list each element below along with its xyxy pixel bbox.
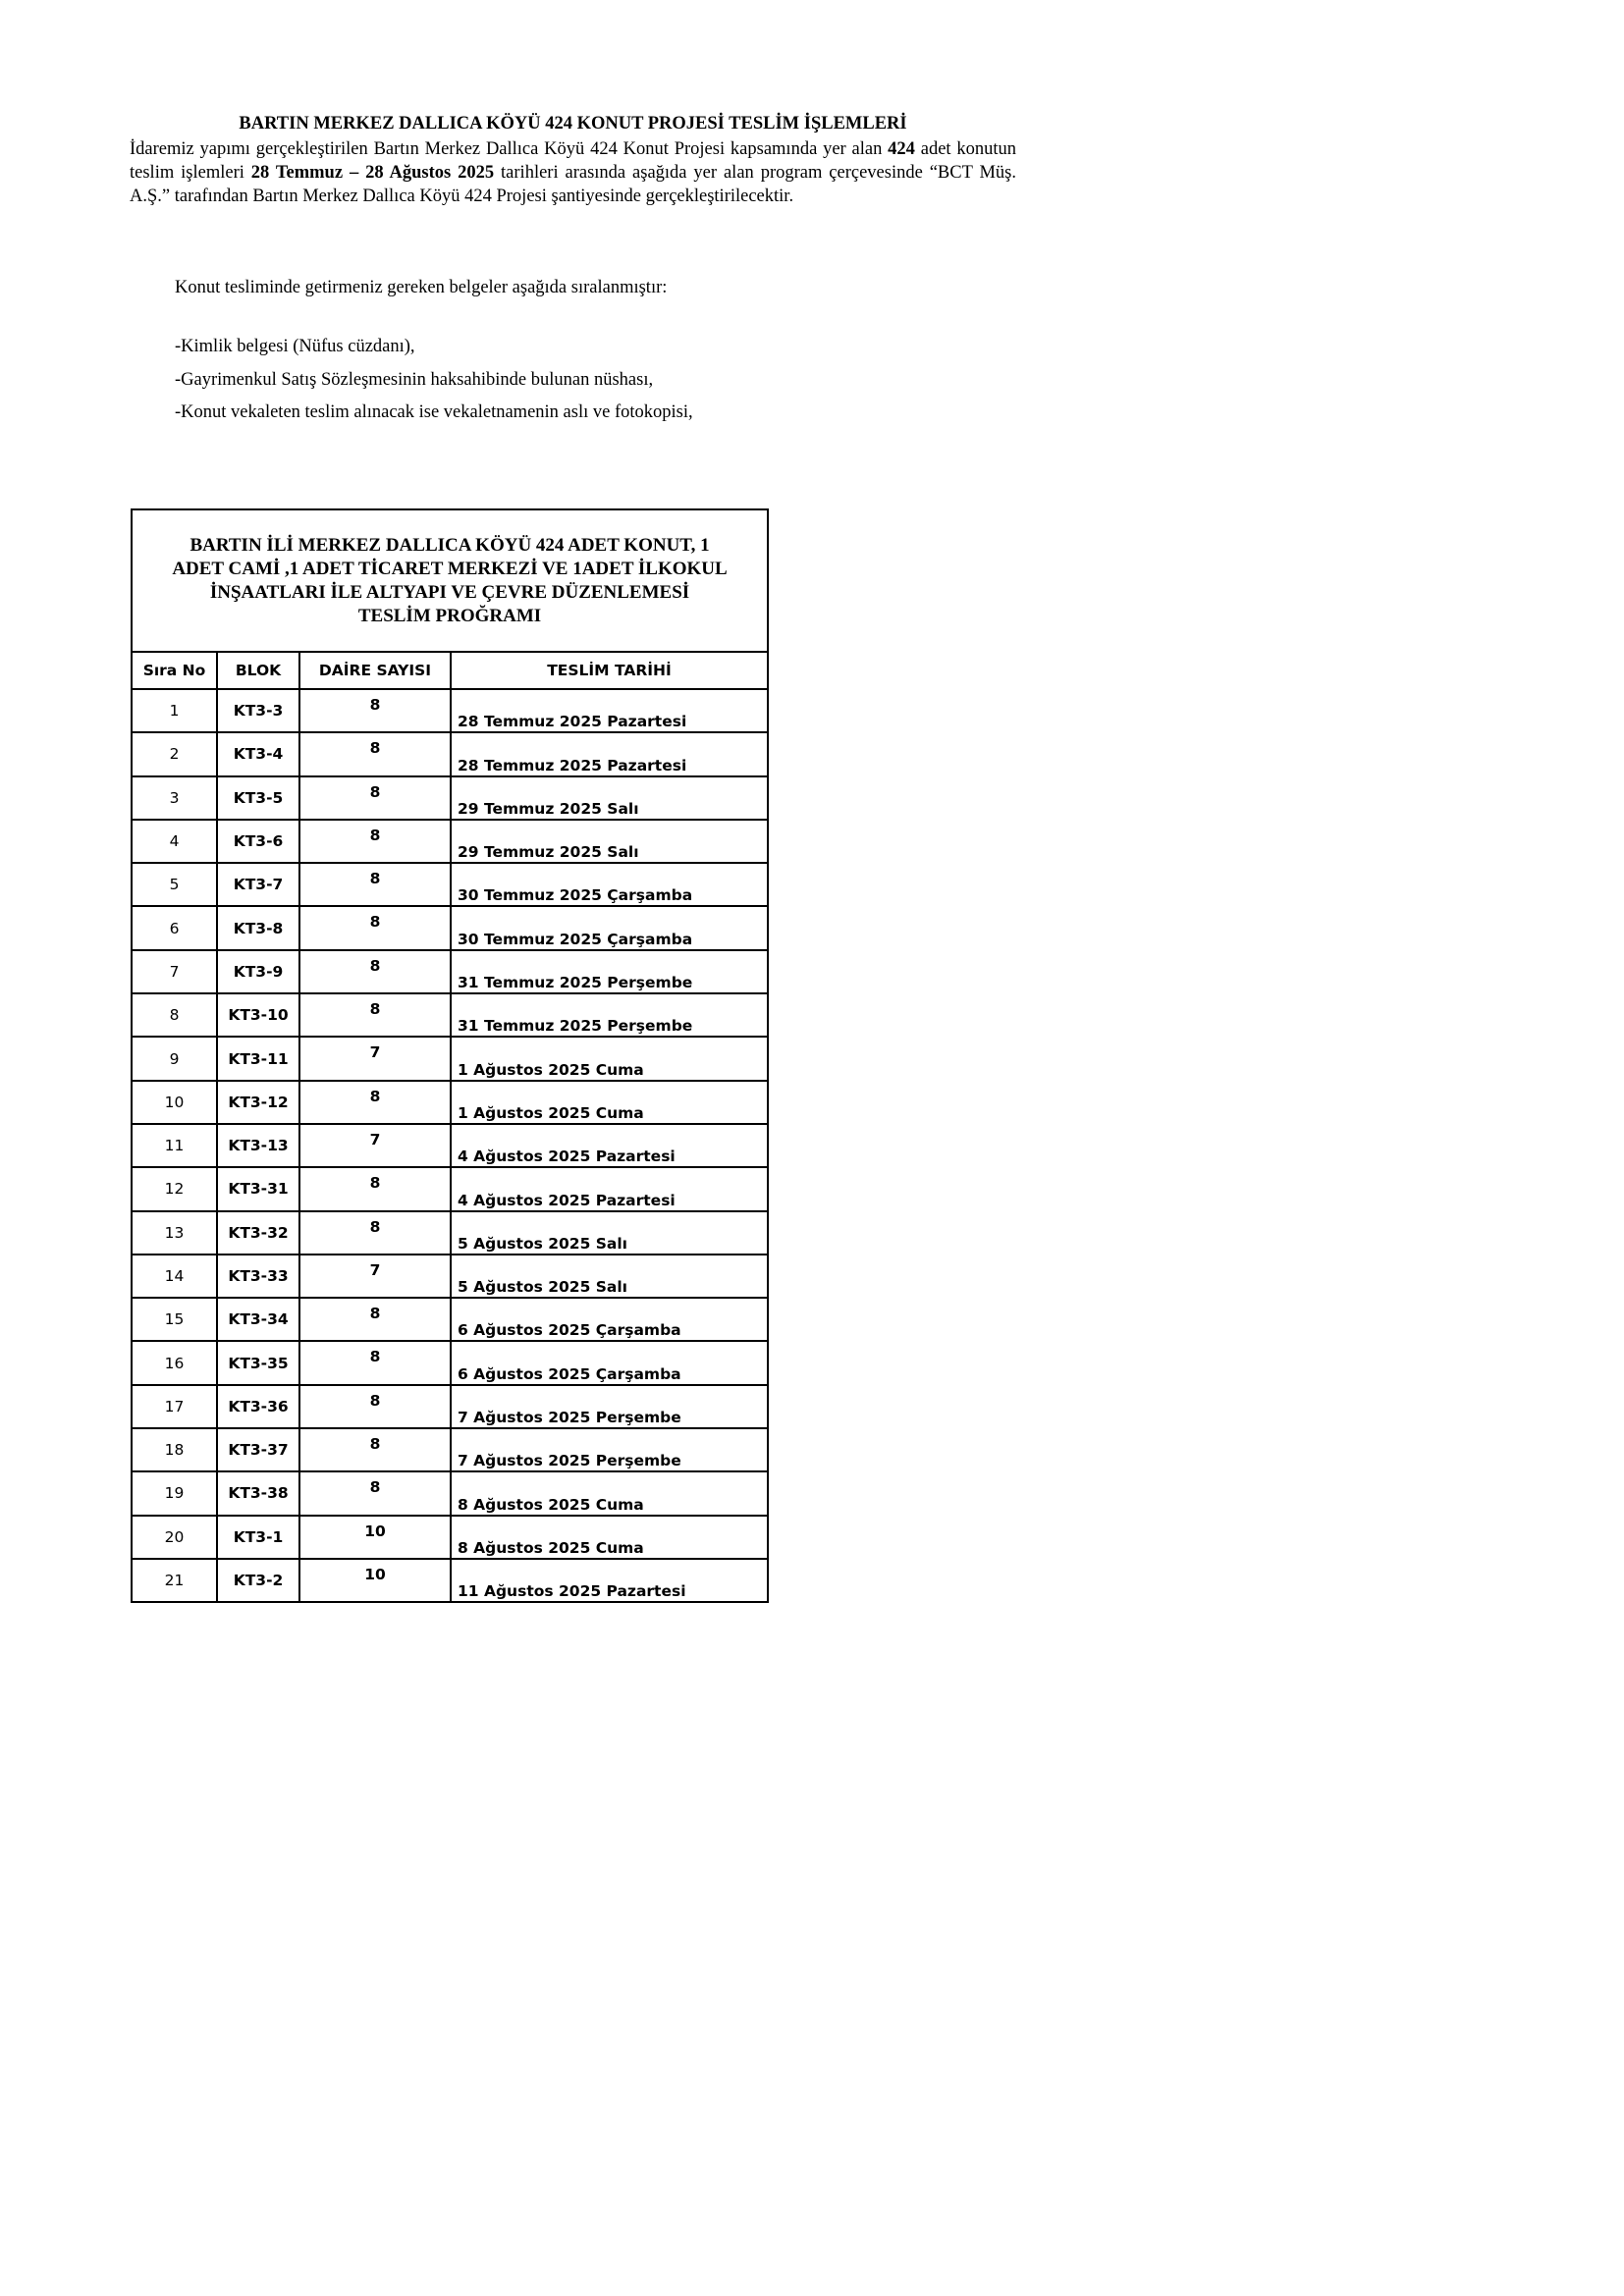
cell-daire-sayisi: 8 [299,950,451,993]
header-sira-no: Sıra No [132,652,217,689]
cell-teslim-tarihi: 5 Ağustos 2025 Salı [451,1211,768,1255]
cell-daire-sayisi: 8 [299,732,451,775]
intro-paragraph [130,137,1016,209]
cell-teslim-tarihi: 8 Ağustos 2025 Cuma [451,1516,768,1559]
cell-teslim-tarihi: 30 Temmuz 2025 Çarşamba [451,906,768,949]
cell-blok: KT3-3 [217,689,299,732]
table-row [132,1385,768,1428]
table-row [132,993,768,1037]
cell-blok: KT3-8 [217,906,299,949]
cell-blok: KT3-36 [217,1385,299,1428]
table-row [132,906,768,949]
table-row [132,1559,768,1602]
table-title-cell [132,509,768,652]
cell-sira-no: 4 [132,820,217,863]
table-row [132,1081,768,1124]
cell-sira-no: 1 [132,689,217,732]
table-row [132,689,768,732]
table-row [132,1211,768,1255]
table-header-row [132,652,768,689]
cell-daire-sayisi: 8 [299,1081,451,1124]
cell-daire-sayisi: 8 [299,906,451,949]
intro-bold-dates: 28 Temmuz – 28 Ağustos 2025 [250,163,495,184]
cell-sira-no: 8 [132,993,217,1037]
table-row [132,1124,768,1167]
cell-blok: KT3-10 [217,993,299,1037]
cell-sira-no: 9 [132,1037,217,1080]
cell-daire-sayisi: 8 [299,1211,451,1255]
cell-teslim-tarihi: 31 Temmuz 2025 Perşembe [451,993,768,1037]
table-row [132,820,768,863]
cell-blok: KT3-12 [217,1081,299,1124]
cell-sira-no: 3 [132,776,217,820]
cell-daire-sayisi: 8 [299,1341,451,1384]
cell-blok: KT3-32 [217,1211,299,1255]
cell-daire-sayisi: 10 [299,1559,451,1602]
cell-daire-sayisi: 8 [299,993,451,1037]
cell-blok: KT3-35 [217,1341,299,1384]
cell-daire-sayisi: 8 [299,863,451,906]
table-row [132,1471,768,1515]
cell-blok: KT3-9 [217,950,299,993]
table-row [132,776,768,820]
cell-blok: KT3-1 [217,1516,299,1559]
cell-blok: KT3-33 [217,1255,299,1298]
cell-teslim-tarihi: 8 Ağustos 2025 Cuma [451,1471,768,1515]
cell-daire-sayisi: 8 [299,776,451,820]
cell-blok: KT3-34 [217,1298,299,1341]
cell-teslim-tarihi: 5 Ağustos 2025 Salı [451,1255,768,1298]
cell-sira-no: 6 [132,906,217,949]
cell-teslim-tarihi: 30 Temmuz 2025 Çarşamba [451,863,768,906]
cell-daire-sayisi: 8 [299,1385,451,1428]
cell-daire-sayisi: 7 [299,1037,451,1080]
cell-sira-no: 20 [132,1516,217,1559]
table-row [132,732,768,775]
document-title: BARTIN MERKEZ DALLICA KÖYÜ 424 KONUT PROJESİ TESLİM İŞLEMLERİ [239,114,907,133]
cell-teslim-tarihi: 6 Ağustos 2025 Çarşamba [451,1298,768,1341]
table-row [132,1428,768,1471]
cell-daire-sayisi: 8 [299,1428,451,1471]
cell-blok: KT3-4 [217,732,299,775]
cell-blok: KT3-5 [217,776,299,820]
table-title-line: İNŞAATLARI İLE ALTYAPI VE ÇEVRE DÜZENLEMESİ [209,581,690,603]
cell-sira-no: 2 [132,732,217,775]
cell-daire-sayisi: 7 [299,1255,451,1298]
cell-teslim-tarihi: 28 Temmuz 2025 Pazartesi [451,732,768,775]
delivery-program-table [131,508,769,1603]
cell-blok: KT3-37 [217,1428,299,1471]
cell-sira-no: 19 [132,1471,217,1515]
cell-daire-sayisi: 8 [299,689,451,732]
table-row [132,1037,768,1080]
table-row [132,950,768,993]
cell-teslim-tarihi: 29 Temmuz 2025 Salı [451,776,768,820]
cell-sira-no: 7 [132,950,217,993]
table-row [132,1255,768,1298]
table-title-line: TESLİM PROĞRAMI [357,605,542,626]
intro-text-1: İdaremiz yapımı gerçekleştirilen Bartın Merkez Dallıca Köyü 424 Konut Projesi kapsamında yer alan [130,139,889,159]
cell-daire-sayisi: 8 [299,820,451,863]
cell-daire-sayisi: 8 [299,1298,451,1341]
cell-teslim-tarihi: 11 Ağustos 2025 Pazartesi [451,1559,768,1602]
cell-sira-no: 10 [132,1081,217,1124]
cell-sira-no: 16 [132,1341,217,1384]
document-page [0,0,1083,1601]
intro-text-2: adet konutun teslim işlemleri [130,139,1017,184]
table-row [132,1298,768,1341]
cell-blok: KT3-13 [217,1124,299,1167]
intro-bold-count: 424 [888,139,915,159]
table-title-line: BARTIN İLİ MERKEZ DALLICA KÖYÜ 424 ADET KONUT, 1 [189,534,710,556]
documents-heading: Konut tesliminde getirmeniz gereken belgeler aşağıda sıralanmıştır: [175,278,668,297]
documents-item: -Gayrimenkul Satış Sözleşmesinin haksahibinde bulunan nüshası, [175,370,654,390]
header-daire-sayisi: DAİRE SAYISI [299,652,451,689]
cell-teslim-tarihi: 1 Ağustos 2025 Cuma [451,1037,768,1080]
table-title-line: ADET CAMİ ,1 ADET TİCARET MERKEZİ VE 1ADET İLKOKUL [172,558,728,579]
cell-daire-sayisi: 8 [299,1471,451,1515]
cell-teslim-tarihi: 4 Ağustos 2025 Pazartesi [451,1124,768,1167]
cell-teslim-tarihi: 28 Temmuz 2025 Pazartesi [451,689,768,732]
cell-daire-sayisi: 7 [299,1124,451,1167]
cell-blok: KT3-38 [217,1471,299,1515]
cell-blok: KT3-7 [217,863,299,906]
cell-teslim-tarihi: 7 Ağustos 2025 Perşembe [451,1428,768,1471]
cell-teslim-tarihi: 1 Ağustos 2025 Cuma [451,1081,768,1124]
cell-sira-no: 11 [132,1124,217,1167]
table-row [132,1516,768,1559]
table-row [132,1167,768,1210]
documents-item: -Konut vekaleten teslim alınacak ise vekaletnamenin aslı ve fotokopisi, [175,402,693,422]
cell-sira-no: 5 [132,863,217,906]
header-teslim-tarihi: TESLİM TARİHİ [451,652,768,689]
table-row [132,1341,768,1384]
cell-teslim-tarihi: 4 Ağustos 2025 Pazartesi [451,1167,768,1210]
documents-item: -Kimlik belgesi (Nüfus cüzdanı), [175,337,415,356]
intro-text-3: tarihleri arasında aşağıda yer alan program çerçevesinde “BCT Müş. A.Ş.” tarafından Bartın Merkez Dallıca Köyü 424 Projesi şantiyesinde gerçekleştirilecektir. [130,163,1016,207]
cell-blok: KT3-2 [217,1559,299,1602]
cell-sira-no: 17 [132,1385,217,1428]
cell-blok: KT3-31 [217,1167,299,1210]
cell-teslim-tarihi: 7 Ağustos 2025 Perşembe [451,1385,768,1428]
cell-sira-no: 13 [132,1211,217,1255]
header-blok: BLOK [217,652,299,689]
table-row [132,863,768,906]
cell-sira-no: 15 [132,1298,217,1341]
cell-sira-no: 14 [132,1255,217,1298]
cell-daire-sayisi: 8 [299,1167,451,1210]
cell-blok: KT3-6 [217,820,299,863]
cell-sira-no: 12 [132,1167,217,1210]
cell-sira-no: 21 [132,1559,217,1602]
cell-blok: KT3-11 [217,1037,299,1080]
table-body [132,689,768,1602]
cell-teslim-tarihi: 31 Temmuz 2025 Perşembe [451,950,768,993]
cell-teslim-tarihi: 6 Ağustos 2025 Çarşamba [451,1341,768,1384]
cell-daire-sayisi: 10 [299,1516,451,1559]
cell-teslim-tarihi: 29 Temmuz 2025 Salı [451,820,768,863]
cell-sira-no: 18 [132,1428,217,1471]
